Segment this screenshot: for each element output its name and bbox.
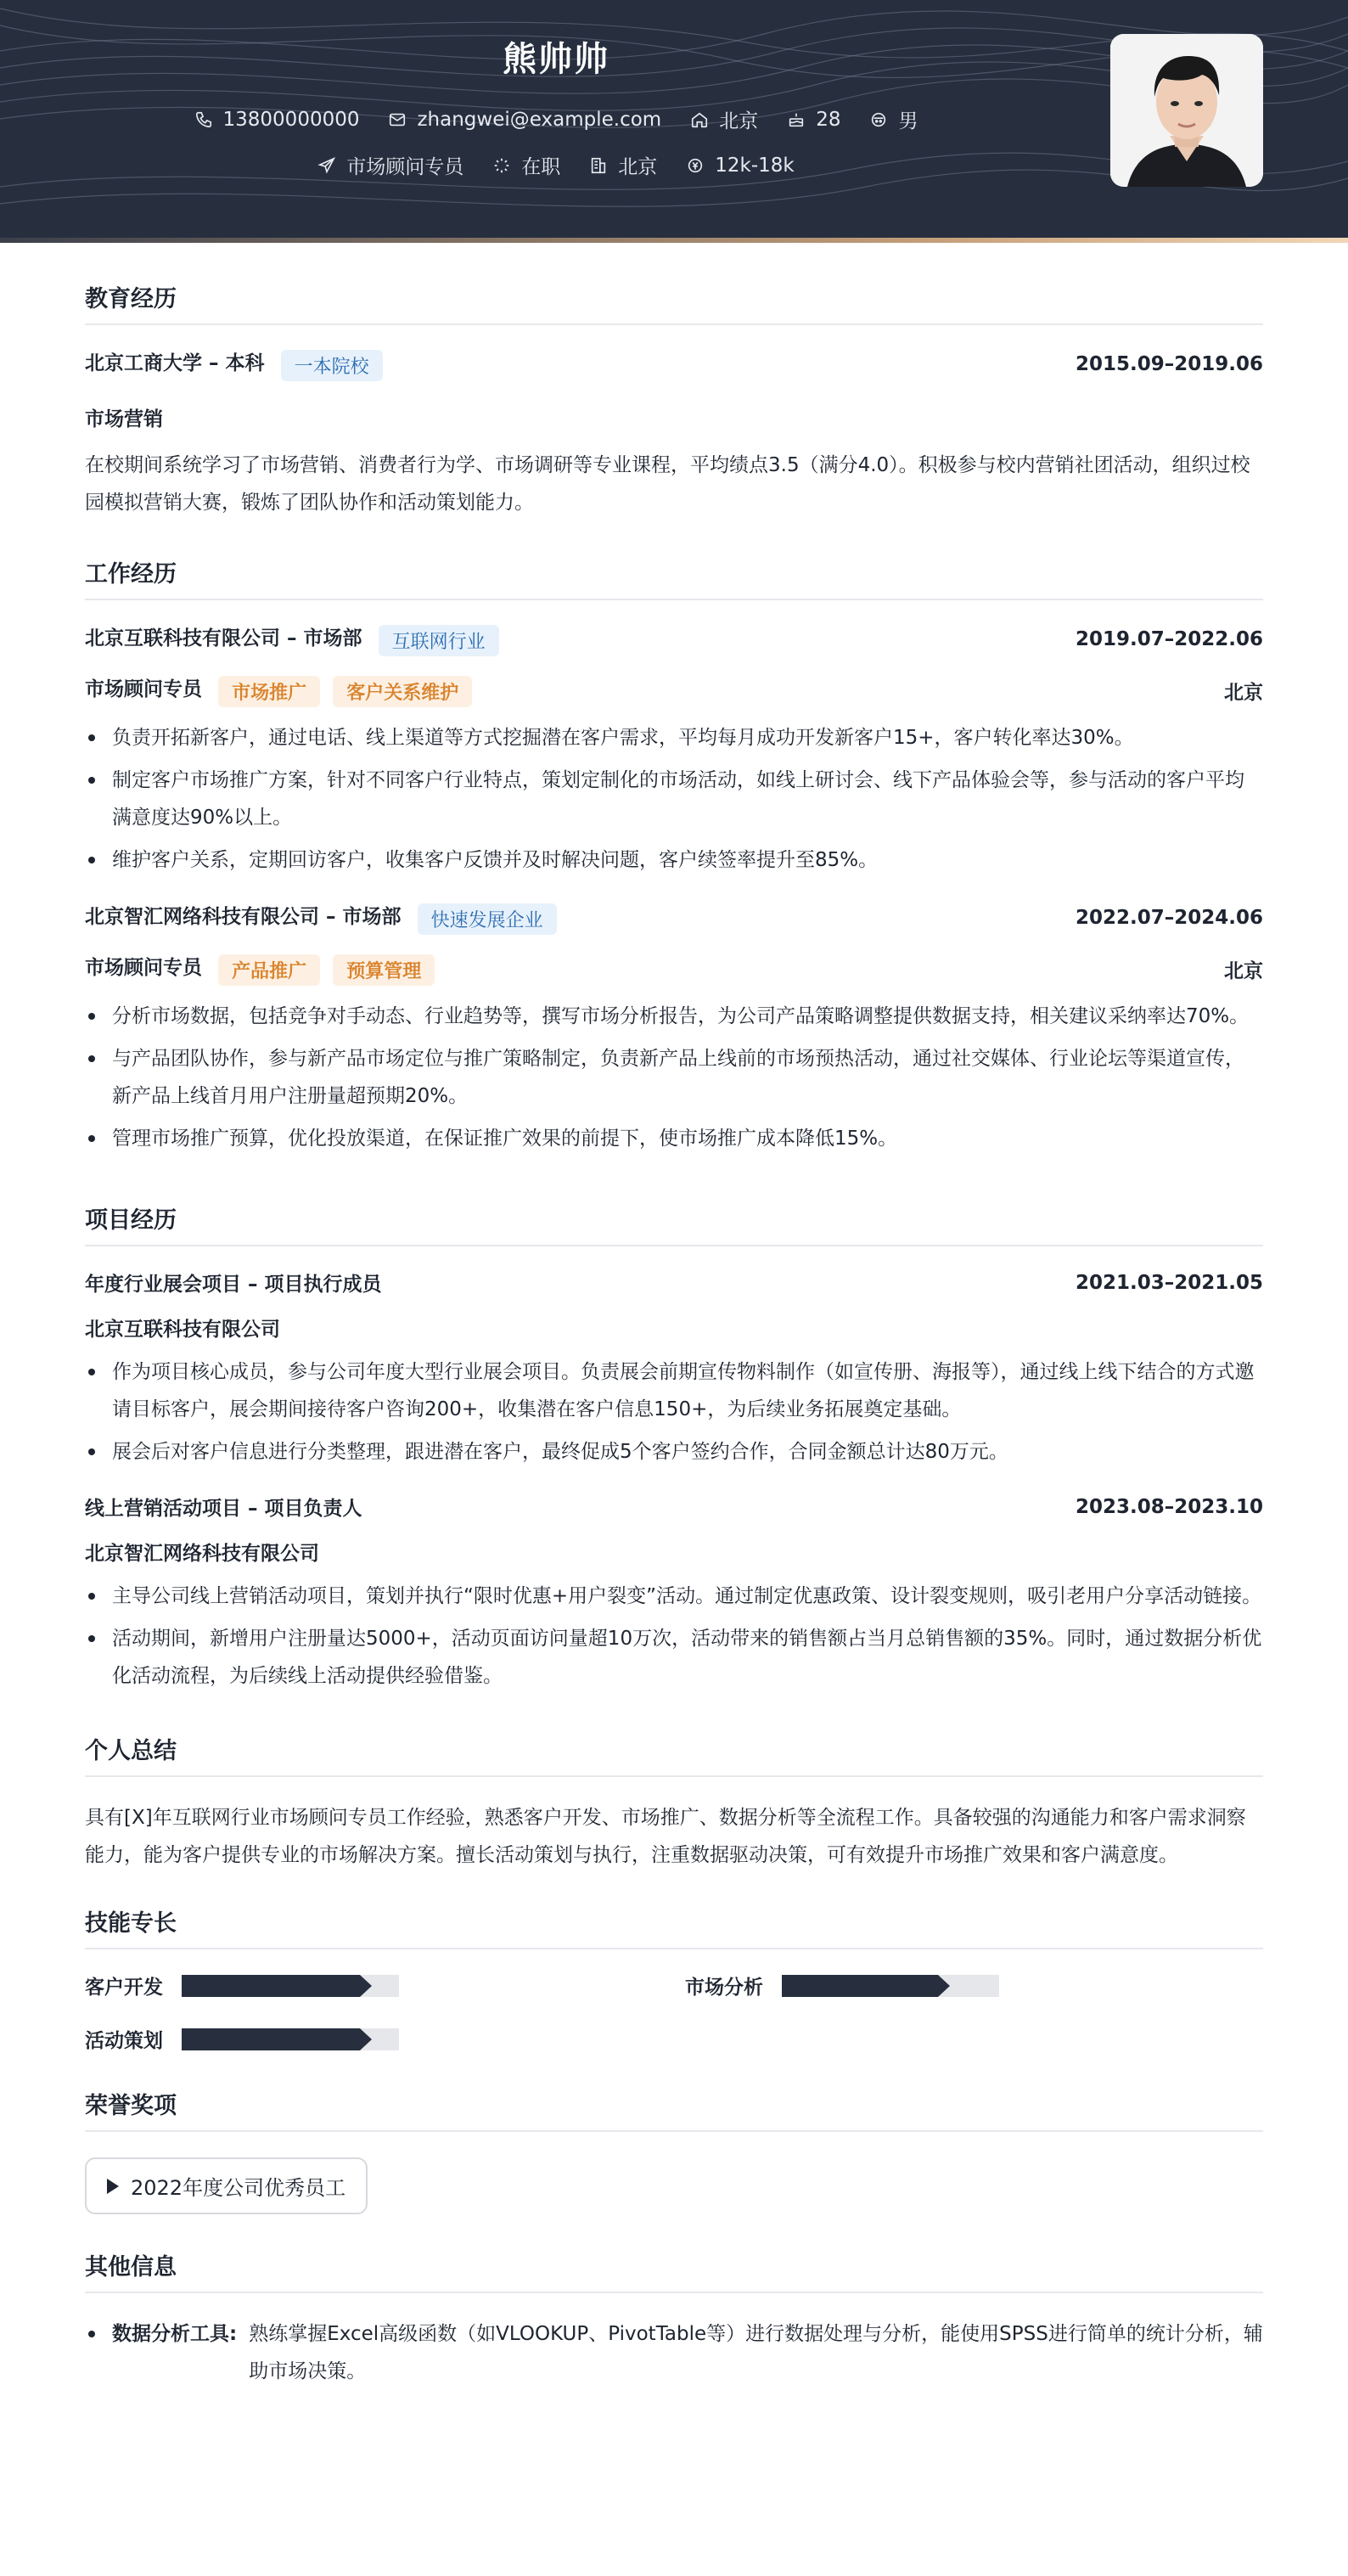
skill-bar [782,1975,999,1997]
location-item [690,105,758,133]
skill-item [85,1971,685,1999]
bullet-item: 维护客户关系，定期回访客户，收集客户反馈并及时解决问题，客户续签率提升至85%。 [85,841,1263,879]
city-text: 北京 [618,156,658,178]
other-item [85,2315,1263,2390]
other-list [85,2315,1263,2390]
role-tag: 产品推广 [218,954,320,986]
skill-fill [182,1975,360,1997]
work-city: 北京 [1224,681,1263,704]
major: 市场营销 [85,408,163,430]
role-tag: 预算管理 [333,954,435,986]
award-toggle[interactable] [85,2157,368,2214]
email-item [388,109,661,131]
skill-item [85,2025,685,2053]
other-label: 数据分析工具: [112,2323,238,2345]
skill-name: 客户开发 [85,1977,163,1999]
work-bullets [85,719,1263,879]
mail-icon [388,110,407,129]
project-bullets [85,1353,1263,1471]
salary-item [686,155,794,177]
bullet-item: 主导公司线上营销活动项目，策划并执行“限时优惠+用户裂变”活动。通过制定优惠政策、设计裂变规则，吸引老用户分享活动链接。 [85,1578,1263,1615]
caret-right-icon [107,2179,119,2194]
section-title-skills: 技能专长 [85,1904,1263,1949]
work-city: 北京 [1224,959,1263,982]
age-text: 28 [816,108,841,131]
contact-row [0,105,1112,133]
skill-bar [182,1975,399,1997]
bullet-item: 与产品团队协作，参与新产品市场定位与推广策略制定，负责新产品上线前的市场预热活动，通过社交媒体、行业论坛等渠道宣传，新产品上线首月用户注册量超预期20%。 [85,1040,1263,1115]
company-tag: 互联网行业 [379,625,499,656]
section-title-summary: 个人总结 [85,1732,1263,1777]
gender-item [869,105,918,133]
project-company: 北京互联科技有限公司 [85,1319,280,1341]
role-tag: 市场推广 [218,676,320,707]
skill-fill [182,2028,360,2050]
role-tag: 客户关系维护 [333,676,472,707]
loading-icon [492,156,511,175]
project-name: 年度行业展会项目 – 项目执行成员 [85,1274,382,1296]
section-title-other: 其他信息 [85,2248,1263,2293]
project-company: 北京智汇网络科技有限公司 [85,1543,319,1565]
education-header [85,347,1263,381]
summary-section [85,1732,1263,1874]
award-label: 2022年度公司优秀员工 [131,2176,346,2200]
home-icon [690,110,709,129]
section-title-projects: 项目经历 [85,1201,1263,1246]
resume-body [85,243,1263,2395]
person-icon [869,110,888,129]
project-item [85,1493,1263,1695]
avatar [1110,34,1263,187]
other-text: 熟练掌握Excel高级函数（如VLOOKUP、PivotTable等）进行数据处理与分析，能使用SPSS进行简单的统计分析，辅助市场决策。 [249,2323,1263,2382]
paper-plane-icon [317,156,336,175]
candidate-name: 熊帅帅 [503,40,609,79]
bullet-item: 分析市场数据，包括竞争对手动态、行业趋势等，撰写市场分析报告，为公司产品策略调整提供数据支持，相关建议采纳率达70%。 [85,998,1263,1035]
bullet-item: 活动期间，新增用户注册量达5000+，活动页面访问量超10万次，活动带来的销售额占当月总销售额的35%。同时，通过数据分析优化活动流程，为后续线上活动提供经验借鉴。 [85,1620,1263,1695]
email-text: zhangwei@example.com [417,108,662,131]
status-text: 在职 [521,156,561,178]
bullet-item: 管理市场推广预算，优化投放渠道，在保证推广效果的前提下，使市场推广成本降低15%。 [85,1120,1263,1157]
phone-item [194,109,360,131]
bullet-item: 制定客户市场推广方案，针对不同客户行业特点，策划定制化的市场活动，如线上研讨会、线下产品体验会等，参与活动的客户平均满意度达90%以上。 [85,762,1263,836]
job-role: 市场顾问专员 [85,957,202,979]
job-intent-row [0,151,1112,179]
work-section [85,555,1263,1157]
position-item [317,151,463,179]
project-item [85,1268,1263,1471]
skills-section [85,1904,1263,2053]
work-date: 2022.07–2024.06 [1075,907,1263,929]
awards-section [85,2087,1263,2214]
age-item [787,109,840,131]
money-icon [686,156,705,175]
company-name: 北京互联科技有限公司 – 市场部 [85,627,362,650]
education-section [85,280,1263,521]
project-name: 线上营销活动项目 – 项目负责人 [85,1498,362,1520]
skill-name: 活动策划 [85,2030,163,2052]
position-text: 市场顾问专员 [346,156,464,178]
work-item [85,901,1263,1157]
education-date: 2015.09–2019.06 [1075,353,1263,375]
bullet-item: 展会后对客户信息进行分类整理，跟进潜在客户，最终促成5个客户签约合作，合同金额总计达80万元。 [85,1433,1263,1471]
bullet-item: 负责开拓新客户，通过电话、线上渠道等方式挖掘潜在客户需求，平均每月成功开发新客户15+，客户转化率达30%。 [85,719,1263,756]
project-bullets [85,1578,1263,1695]
other-section [85,2248,1263,2390]
salary-text: 12k-18k [715,154,795,177]
education-desc: 在校期间系统学习了市场营销、消费者行为学、市场调研等专业课程，平均绩点3.5（满分4.0）。积极参与校内营销社团活动，组织过校园模拟营销大赛，锻炼了团队协作和活动策划能力。 [85,454,1250,514]
summary-text: 具有[X]年互联网行业市场顾问专员工作经验，熟悉客户开发、市场推广、数据分析等全流程工作。具备较强的沟通能力和客户需求洞察能力，能为客户提供专业的市场解决方案。擅长活动策划与执行，注重数据驱动决策，可有效提升市场推广效果和客户满意度。 [85,1807,1246,1866]
skills-grid [85,1971,1263,2053]
project-date: 2023.08–2023.10 [1075,1495,1263,1518]
city-item [589,151,657,179]
skill-item [685,1971,1263,1999]
skill-bar [182,2028,399,2050]
work-date: 2019.07–2022.06 [1075,628,1263,650]
work-bullets [85,998,1263,1157]
company-name: 北京智汇网络科技有限公司 – 市场部 [85,906,402,928]
building-icon [589,156,608,175]
location-text: 北京 [719,110,759,132]
school-name: 北京工商大学 – 本科 [85,352,265,374]
project-date: 2021.03–2021.05 [1075,1271,1263,1294]
company-tag: 快速发展企业 [418,903,557,935]
phone-text: 13800000000 [222,108,360,131]
projects-section [85,1201,1263,1695]
bullet-item: 作为项目核心成员，参与公司年度大型行业展会项目。负责展会前期宣传物料制作（如宣传册、海报等），通过线上线下结合的方式邀请目标客户，展会期间接待客户咨询200+，收集潜在客户信息150+，为后续业务拓展奠定基础。 [85,1353,1263,1428]
gender-text: 男 [898,110,918,132]
cake-icon [787,110,806,129]
job-role: 市场顾问专员 [85,678,202,700]
section-title-education: 教育经历 [85,280,1263,325]
school-tag: 一本院校 [281,350,383,381]
resume-header [0,0,1348,243]
work-item [85,622,1263,879]
skill-fill [782,1975,938,1997]
phone-icon [194,110,213,129]
status-item [492,151,560,179]
skill-name: 市场分析 [685,1977,763,1999]
section-title-work: 工作经历 [85,555,1263,600]
portrait-image [1110,34,1263,187]
section-title-awards: 荣誉奖项 [85,2087,1263,2132]
